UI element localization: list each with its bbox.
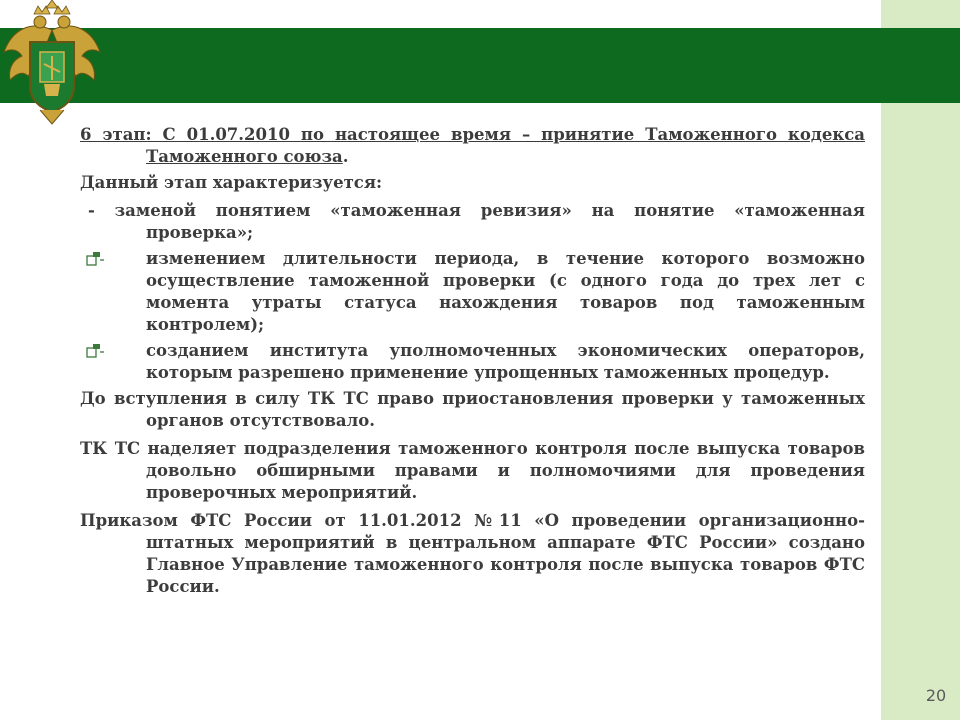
body-paragraph: Приказом ФТС России от 11.01.2012 №11 «О проведении организационно-штатных мероприятий в центральном аппарате ФТС России» создано Главное Управление таможенного контроля после выпуска товаров ФТС России. bbox=[80, 511, 865, 596]
page-number: 20 bbox=[925, 686, 947, 705]
body-paragraph: До вступления в силу ТК ТС право приостановления проверки у таможенных органов отсутствовало. bbox=[80, 389, 865, 430]
right-side-strip bbox=[881, 0, 960, 720]
customs-eagle-emblem-icon bbox=[0, 0, 104, 128]
bullet-item bbox=[80, 248, 865, 336]
body-paragraph: ТК ТС наделяет подразделения таможенного контроля после выпуска товаров довольно обширными правами и полномочиями для проведения проверочных мероприятий. bbox=[80, 439, 865, 502]
stage-heading-period: . bbox=[342, 147, 349, 166]
window-bullet-icon bbox=[84, 342, 106, 360]
intro-line: Данный этап характеризуется: bbox=[80, 173, 383, 192]
bullet-text: созданием института уполномоченных экономических операторов, которым разрешено применение упрощенных таможенных процедур. bbox=[146, 341, 865, 382]
header-band bbox=[0, 28, 960, 103]
bullet-text: изменением длительности периода, в течение которого возможно осуществление таможенной проверки (с одного года до трех лет с момента утраты статуса нахождения товаров под таможенным контролем); bbox=[146, 249, 865, 334]
dash-list-item: - заменой понятием «таможенная ревизия» на понятие «таможенная проверка»; bbox=[88, 201, 865, 242]
bullet-item bbox=[80, 340, 865, 384]
stage-heading bbox=[80, 124, 865, 168]
stage-heading-text: 6 этап: С 01.07.2010 по настоящее время – принятие Таможенного кодекса Таможенного союза bbox=[80, 125, 865, 166]
slide-content bbox=[80, 124, 865, 604]
window-bullet-icon bbox=[84, 250, 106, 268]
